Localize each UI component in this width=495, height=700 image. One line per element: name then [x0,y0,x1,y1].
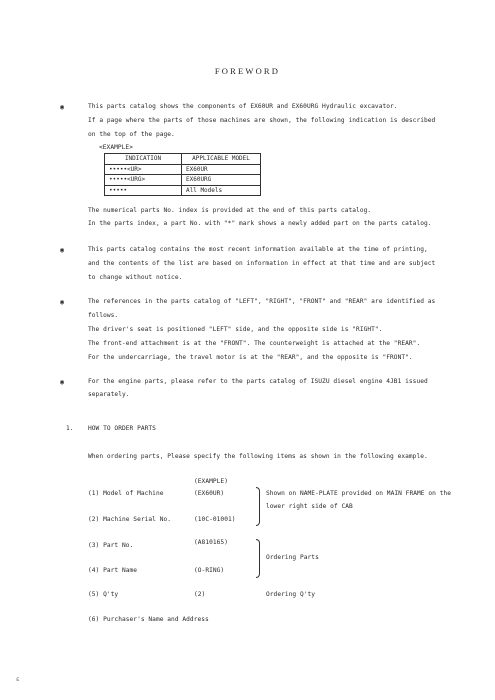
order-item-example: (10C-01001) [194,516,236,523]
table-cell: All Models [182,185,261,196]
indication-table [104,153,261,196]
order-item-label: (3) Part No. [88,542,134,549]
corner-mark: ɛ [16,676,20,683]
brace-bracket [256,487,260,526]
brace-bracket [256,539,260,578]
order-item-example: (2) [194,591,206,598]
table-cell: ••••• [105,185,182,196]
page-title: FOREWORD [214,66,281,76]
table-cell: •••••<UR> [105,164,182,175]
para4-line-2: separately. [88,391,130,398]
table-cell: EX60URG [182,175,261,186]
para3-line-5: For the undercarriage, the travel motor is at the "REAR", and the opposite is "FRONT". [88,354,413,361]
bullet-icon: ◉ [60,378,65,386]
bullet-icon: ◉ [60,246,65,254]
order-item-example: (A810165) [194,539,228,546]
table-row [105,175,261,186]
para1-after-line-2: In the parts index, a part No. with "*" mark shows a newly added part on the parts catalog. [88,220,432,227]
example-header: (EXAMPLE) [194,478,228,485]
order-item-label: (5) Q'ty [88,591,119,598]
example-label: <EXAMPLE> [99,144,133,151]
para3-line-4: The front-end attachment is at the "FRONT". The counterweight is attached at the "REAR". [88,340,421,347]
order-item-label: (6) Purchaser's Name and Address [88,616,209,623]
note-nameplate-line-2: lower right side of CAB [266,503,353,510]
para3-line-2: follows. [88,312,119,319]
note-ordering-parts: Ordering Parts [266,554,319,561]
para2-line-3: to change without notice. [88,274,183,281]
order-item-example: (O-RING) [194,567,225,574]
table-row [105,164,261,175]
table-cell: EX60UR [182,164,261,175]
table-header-cell: APPLICABLE MODEL [182,154,261,165]
order-item-example: (EX60UR) [194,490,225,497]
section-heading: HOW TO ORDER PARTS [88,425,156,432]
para1-after-line-1: The numerical parts No. index is provided at the end of this parts catalog. [88,207,372,214]
section-intro: When ordering parts, Please specify the following items as shown in the following example. [88,453,428,460]
para1-line-2: If a page where the parts of those machines are shown, the following indication is described [88,117,436,124]
para1-line-1: This parts catalog shows the components of EX60UR and EX60URG Hydraulic excavator. [88,103,398,110]
table-row [105,185,261,196]
note-ordering-qty: Ordering Q'ty [266,591,316,598]
order-item-label: (4) Part Name [88,567,138,574]
para4-line-1: For the engine parts, please refer to the parts catalog of ISUZU diesel engine 4JB1 issued [88,378,428,385]
para2-line-2: and the contents of the list are based on information in effect at that time and are subject [88,260,436,267]
table-header-row [105,154,261,165]
para3-line-1: The references in the parts catalog of "LEFT", "RIGHT", "FRONT" and "REAR" are identified as [88,298,436,305]
bullet-icon: ◉ [60,298,65,306]
table-header-cell: INDICATION [105,154,182,165]
order-item-label: (1) Model of Machine [88,490,164,497]
bullet-icon: ◉ [60,103,65,111]
table-cell: •••••<URG> [105,175,182,186]
para2-line-1: This parts catalog contains the most recent information available at the time of printing, [88,246,428,253]
order-item-label: (2) Machine Serial No. [88,516,172,523]
section-number: 1. [66,425,74,432]
note-nameplate-line-1: Shown on NAME-PLATE provided on MAIN FRAME on the [266,490,451,497]
para3-line-3: The driver's seat is positioned "LEFT" side, and the opposite side is "RIGHT". [88,326,383,333]
para1-line-3: on the top of the page. [88,131,175,138]
